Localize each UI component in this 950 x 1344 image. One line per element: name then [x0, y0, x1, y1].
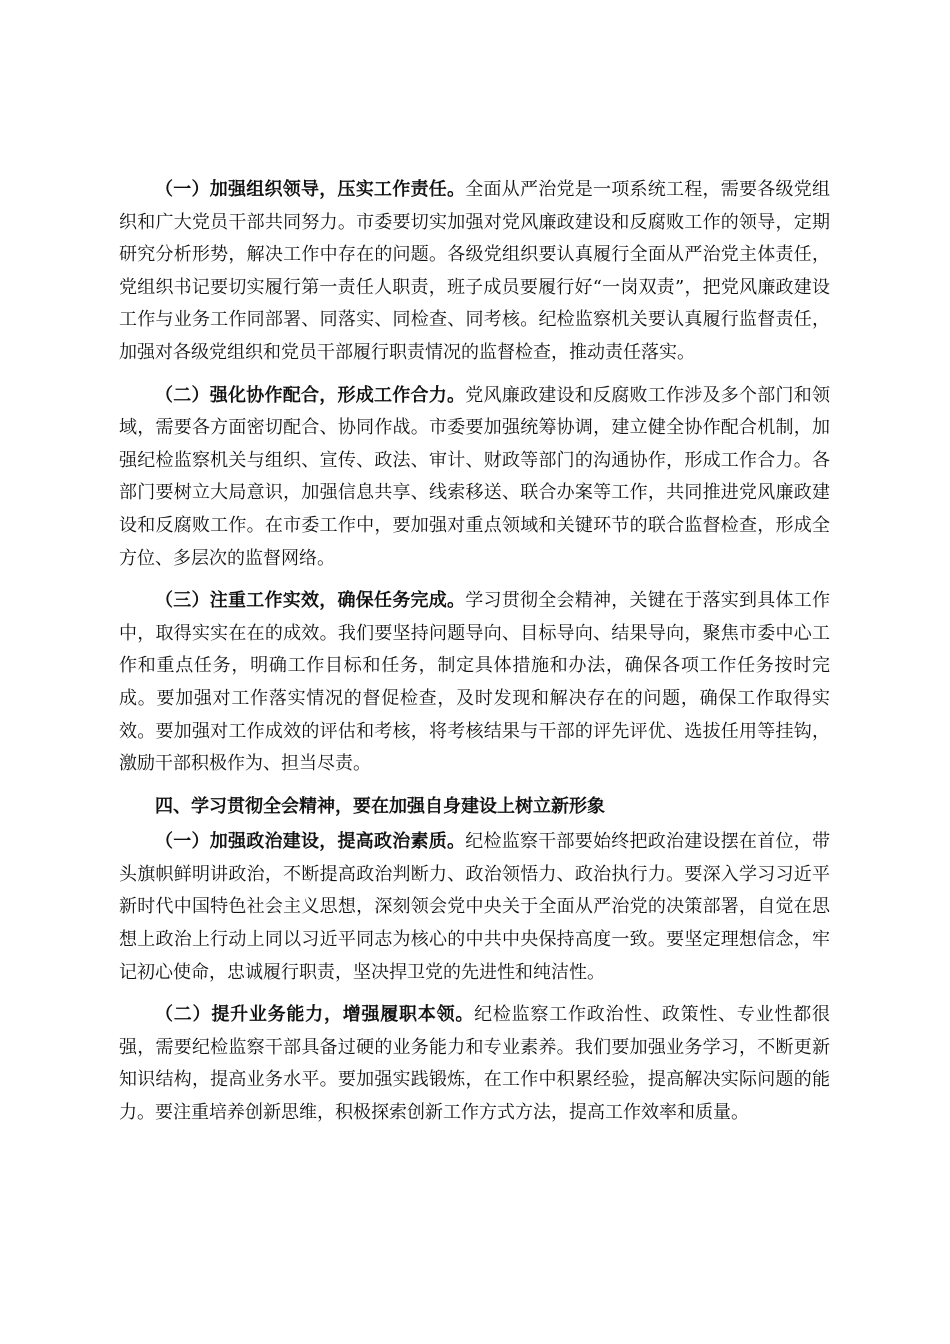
- paragraph-lead: （三）注重工作实效，确保任务完成。: [155, 590, 466, 612]
- paragraph-lead: （二）提升业务能力，增强履职本领。: [155, 1004, 475, 1026]
- document-page: [119, 174, 830, 1140]
- paragraph-body: 纪检监察干部要始终把政治建设摆在首位，带头旗帜鲜明讲政治，不断提高政治判断力、政治领悟力、政治执行力。要深入学习习近平新时代中国特色社会主义思想，深刻领会党中央关于全面从严治党的决策部署，自觉在思想上政治上行动上同以习近平同志为核心的中共中央保持高度一致。要坚定理想信念，牢记初心使命，忠诚履行职责，坚决捍卫党的先进性和纯洁性。: [119, 831, 830, 983]
- paragraph-professional-ability: [119, 999, 830, 1129]
- section-heading: 四、学习贯彻全会精神，要在加强自身建设上树立新形象: [155, 795, 605, 817]
- paragraph-lead: （一）加强组织领导，压实工作责任。: [155, 179, 466, 200]
- paragraph-body: 纪检监察工作政治性、政策性、专业性都很强，需要纪检监察干部具备过硬的业务能力和专业素养。我们要加强业务学习，不断更新知识结构，提高业务水平。要加强实践锻炼，在工作中积累经验，提高解决实际问题的能力。要注重培养创新思维，积极探索创新工作方式方法，提高工作效率和质量。: [119, 1004, 831, 1124]
- paragraph-body: 全面从严治党是一项系统工程，需要各级党组织和广大党员干部共同努力。市委要切实加强对党风廉政建设和反腐败工作的领导，定期研究分析形势，解决工作中存在的问题。各级党组织要认真履行全面从严治党主体责任，党组织书记要切实履行第一责任人职责，班子成员要履行好“一岗双责”，把党风廉政建设工作与业务工作同部署、同落实、同检查、同考核。纪检监察机关要认真履行监督责任，加强对各级党组织和党员干部履行职责情况的监督检查，推动责任落实。: [119, 179, 830, 363]
- paragraph-focus-results: [119, 585, 830, 781]
- paragraph-lead: （一）加强政治建设，提高政治素质。: [155, 831, 466, 853]
- paragraph-strengthen-cooperation: [119, 380, 830, 576]
- paragraph-body: 学习贯彻全会精神，关键在于落实到具体工作中，取得实实在在的成效。我们要坚持问题导向、目标导向、结果导向，聚焦市委中心工作和重点任务，明确工作目标和任务，制定具体措施和办法，确保各项工作任务按时完成。要加强对工作落实情况的督促检查，及时发现和解决存在的问题，确保工作取得实效。要加强对工作成效的评估和考核，将考核结果与干部的评先评优、选拔任用等挂钩，激励干部积极作为、担当尽责。: [119, 590, 830, 775]
- paragraph-political-building: [119, 826, 830, 989]
- paragraph-body: 党风廉政建设和反腐败工作涉及多个部门和领域，需要各方面密切配合、协同作战。市委要加强统筹协调，建立健全协作配合机制，加强纪检监察机关与组织、宣传、政法、审计、财政等部门的沟通协作，形成工作合力。各部门要树立大局意识，加强信息共享、线索移送、联合办案等工作，共同推进党风廉政建设和反腐败工作。在市委工作中，要加强对重点领域和关键环节的联合监督检查，形成全方位、多层次的监督网络。: [119, 384, 830, 569]
- paragraph-lead: （二）强化协作配合，形成工作合力。: [155, 384, 466, 406]
- paragraph-strengthen-leadership: [119, 174, 830, 370]
